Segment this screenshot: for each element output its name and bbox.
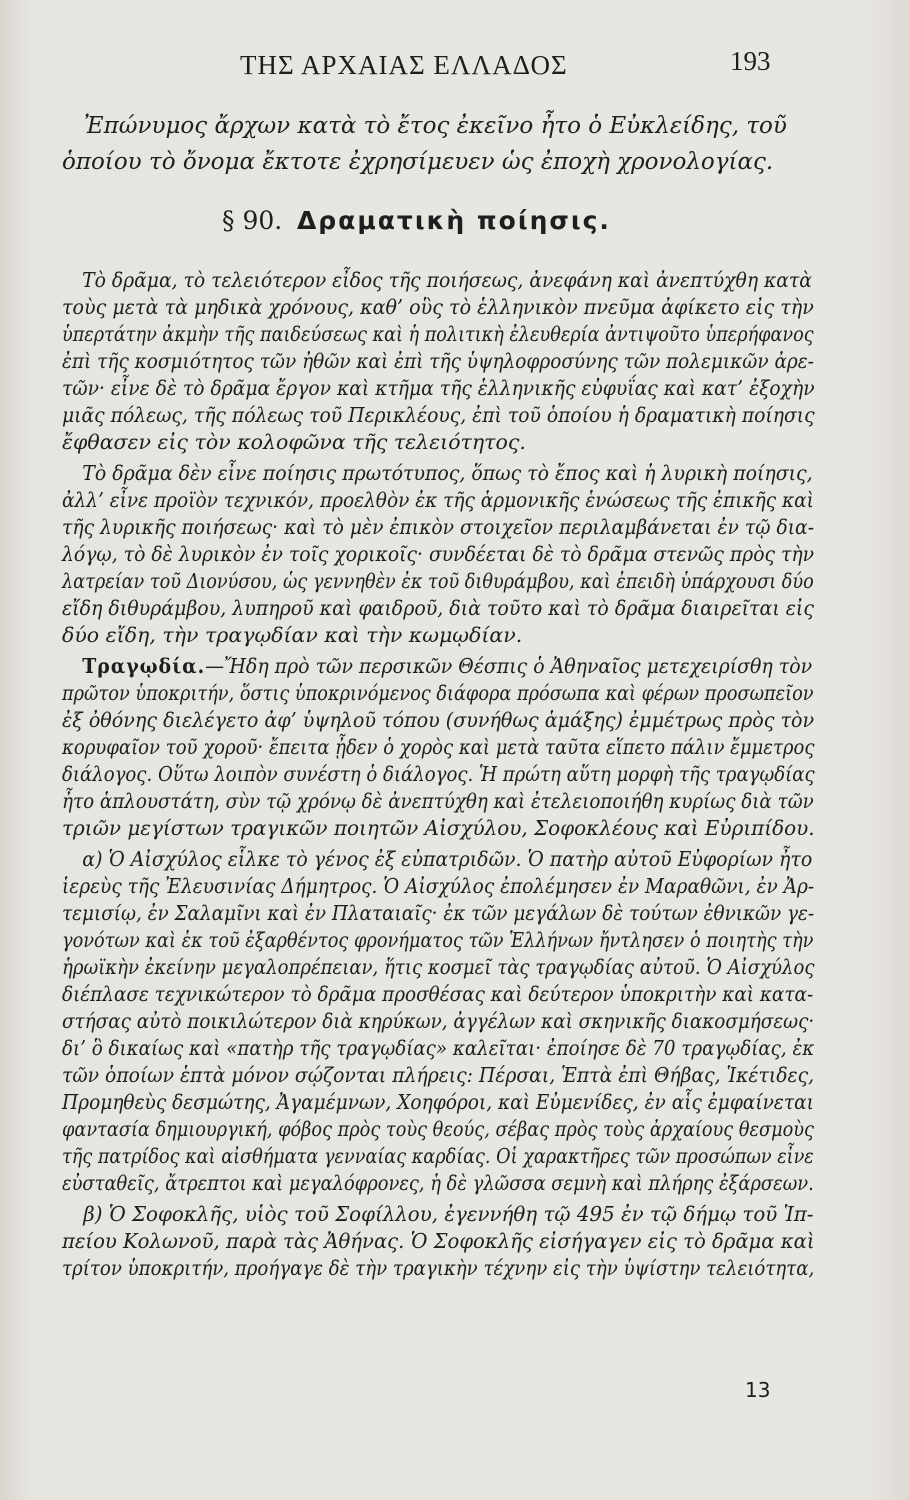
tragedy-lead: Τραγῳδία. [82, 654, 206, 678]
text-line: πρῶτον ὑποκριτήν, ὅστις ὑποκρινόμενος διάφορα πρόσωπα καὶ φέρων προσωπεῖον [62, 681, 814, 705]
text-line: εὐσταθεῖς, ἄτρεπτοι καὶ μεγαλόφρονες, ἡ δὲ γλῶσσα σεμνὴ καὶ πλήρης ἐξάρσεων. [62, 1171, 814, 1195]
text-line: δύο εἴδη, τὴν τραγῳδίαν καὶ τὴν κωμῳδίαν. [62, 623, 523, 647]
paragraph-drama-origin [62, 460, 814, 649]
text-line: τεμισίῳ, ἐν Σαλαμῖνι καὶ ἐν Πλαταιαῖς· ἐκ τῶν μεγάλων δὲ τούτων ἐθνικῶν γε- [62, 901, 815, 925]
running-head [0, 46, 909, 90]
text-line: διάλογος. Οὕτω λοιπὸν συνέστη ὁ διάλογος. Ἡ πρώτη αὕτη μορφὴ τῆς τραγῳδίας [62, 762, 815, 786]
text-line: πείου Κολωνοῦ, παρὰ τὰς Ἀθήνας. Ὁ Σοφοκλῆς εἰσήγαγεν εἰς τὸ δρᾶμα καὶ [62, 1229, 815, 1253]
text-line: ἡρωϊκὴν ἐκείνην μεγαλοπρέπειαν, ἥτις κοσμεῖ τὰς τραγῳδίας αὐτοῦ. Ὁ Αἰσχύλος [62, 955, 815, 979]
paragraph-aeschylus [62, 846, 814, 1197]
text-line: Τὸ δρᾶμα, τὸ τελειότερον εἶδος τῆς ποιήσεως, ἀνεφάνη καὶ ἀνεπτύχθη κατὰ [82, 268, 812, 292]
text-line: στήσας αὐτὸ ποικιλώτερον διὰ κηρύκων, ἀγγέλων καὶ σκηνικῆς διακοσμήσεως· [62, 1009, 815, 1033]
paragraph-drama-intro [62, 267, 814, 456]
text-line: τρίτον ὑποκριτήν, προήγαγε δὲ τὴν τραγικὴν τέχνην εἰς τὴν ὑψίστην τελειότητα, [62, 1256, 815, 1280]
section-title: Δραματικὴ ποίησις. [296, 206, 611, 235]
signature-mark: 13 [745, 1378, 771, 1402]
text-line: γονότων καὶ ἐκ τοῦ ἐξαρθέντος φρονήματος τῶν Ἑλλήνων ἤντλησεν ὁ ποιητὴς τὴν [62, 928, 814, 952]
text-line: διέπλασε τεχνικώτερον τὸ δρᾶμα προσθέσας καὶ δεύτερον ὑποκριτὴν καὶ κατα- [62, 982, 814, 1006]
text-line: ἔφθασεν εἰς τὸν κολοφῶνα τῆς τελειότητος. [62, 430, 526, 454]
intro-paragraph [62, 108, 814, 180]
text-line: τῶν· εἶνε δὲ τὸ δρᾶμα ἔργον καὶ κτῆμα τῆς ἑλληνικῆς εὐφυΐας καὶ κατ’ ἐξοχὴν [62, 376, 815, 400]
text-line: φαντασία δημιουργική, φόβος πρὸς τοὺς θεούς, σέβας πρὸς τοὺς ἀρχαίους θεσμοὺς [62, 1117, 814, 1141]
tragedy-first-line: —Ἤδη πρὸ τῶν περσικῶν Θέσπις ὁ Ἀθηναῖος μετεχειρίσθη τὸν [205, 654, 813, 678]
text-line: ὁποίου τὸ ὄνομα ἔκτοτε ἐχρησίμευεν ὡς ἐποχὴ χρονολογίας. [62, 149, 774, 175]
text-line: λατρείαν τοῦ Διονύσου, ὡς γεννηθὲν ἐκ τοῦ διθυράμβου, καὶ ἐπειδὴ ὑπάρχουσι δύο [62, 569, 814, 593]
text-line: μιᾶς πόλεως, τῆς πόλεως τοῦ Περικλέους, ἐπὶ τοῦ ὁποίου ἡ δραματικὴ ποίησις [62, 403, 815, 427]
paragraph-tragedy [62, 653, 814, 842]
body-text [62, 108, 814, 1286]
text-line: τριῶν μεγίστων τραγικῶν ποιητῶν Αἰσχύλου, Σοφοκλέους καὶ Εὐριπίδου. [62, 816, 815, 840]
text-line: τῆς λυρικῆς ποιήσεως· καὶ τὸ μὲν ἐπικὸν στοιχεῖον περιλαμβάνεται ἐν τῷ δια- [62, 515, 815, 539]
text-line: κορυφαῖον τοῦ χοροῦ· ἔπειτα ᾖδεν ὁ χορὸς καὶ μετὰ ταῦτα εἵπετο πάλιν ἔμμετρος [62, 735, 815, 759]
text-line: ἐξ ὀθόνης διελέγετο ἀφ’ ὑψηλοῦ τόπου (συνήθως ἁμάξης) ἐμμέτρως πρὸς τὸν [62, 708, 815, 732]
text-line: ἀλλ’ εἶνε προϊὸν τεχνικόν, προελθὸν ἐκ τῆς ἁρμονικῆς ἑνώσεως τῆς ἐπικῆς καὶ [62, 488, 814, 512]
text-line: Τὸ δρᾶμα δὲν εἶνε ποίησις πρωτότυπος, ὅπως τὸ ἔπος καὶ ἡ λυρικὴ ποίησις, [82, 461, 813, 485]
running-head-title: ΤΗΣ ΑΡΧΑΙΑΣ ΕΛΛΑΔΟΣ [240, 50, 568, 80]
text-line: Ἐπώνυμος ἄρχων κατὰ τὸ ἔτος ἐκεῖνο ἦτο ὁ Εὐκλείδης, τοῦ [84, 113, 787, 139]
text-line: α) Ὁ Αἰσχύλος εἷλκε τὸ γένος ἐξ εὐπατριδῶν. Ὁ πατὴρ αὐτοῦ Εὐφορίων ἦτο [82, 847, 813, 871]
text-line: λόγῳ, τὸ δὲ λυρικὸν ἐν τοῖς χορικοῖς· συνδέεται δὲ τὸ δρᾶμα στενῶς πρὸς τὴν [62, 542, 815, 566]
text-line: δι’ ὃ δικαίως καὶ «πατὴρ τῆς τραγῳδίας» καλεῖται· ἐποίησε δὲ 70 τραγῳδίας, ἐκ [62, 1036, 815, 1060]
text-line: εἴδη διθυράμβου, λυπηροῦ καὶ φαιδροῦ, διὰ τοῦτο καὶ τὸ δρᾶμα διαιρεῖται εἰς [62, 596, 814, 620]
page-number: 193 [730, 46, 771, 76]
text-line: τῆς πατρίδος καὶ αἰσθήματα γενναίας καρδίας. Οἱ χαρακτῆρες τῶν προσώπων εἶνε [62, 1144, 814, 1168]
section-heading [62, 206, 814, 235]
text-line: τῶν ὁποίων ἑπτὰ μόνον σῴζονται πλήρεις: Πέρσαι, Ἑπτὰ ἐπὶ Θήβας, Ἱκέτιδες, [62, 1063, 815, 1087]
text-line: ὑπερτάτην ἀκμὴν τῆς παιδεύσεως καὶ ἡ πολιτικὴ ἐλευθερία ἀντιψοῦτο ὑπερήφανος [62, 322, 814, 346]
text-line: ἱερεὺς τῆς Ἐλευσινίας Δήμητρος. Ὁ Αἰσχύλος ἐπολέμησεν ἐν Μαραθῶνι, ἐν Ἀρ- [62, 874, 815, 898]
text-line: τοὺς μετὰ τὰ μηδικὰ χρόνους, καθ’ οὓς τὸ ἑλληνικὸν πνεῦμα ἀφίκετο εἰς τὴν [62, 295, 814, 319]
text-line: Προμηθεὺς δεσμώτης, Ἀγαμέμνων, Χοηφόροι, καὶ Εὐμενίδες, ἐν αἷς ἐμφαίνεται [62, 1090, 814, 1114]
text-line [62, 653, 813, 680]
section-number: § 90. [222, 206, 283, 235]
paragraph-sophocles [62, 1201, 814, 1282]
text-line: ἐπὶ τῆς κοσμιότητος τῶν ἠθῶν καὶ ἐπὶ τῆς ὑψηλοφροσύνης τῶν πολεμικῶν ἀρε- [62, 349, 814, 373]
text-line: ἦτο ἁπλουστάτη, σὺν τῷ χρόνῳ δὲ ἀνεπτύχθη καὶ ἐτελειοποιήθη κυρίως διὰ τῶν [62, 789, 814, 813]
text-line: β) Ὁ Σοφοκλῆς, υἱὸς τοῦ Σοφίλλου, ἐγεννήθη τῷ 495 ἐν τῷ δήμῳ τοῦ Ἱπ- [83, 1202, 814, 1226]
